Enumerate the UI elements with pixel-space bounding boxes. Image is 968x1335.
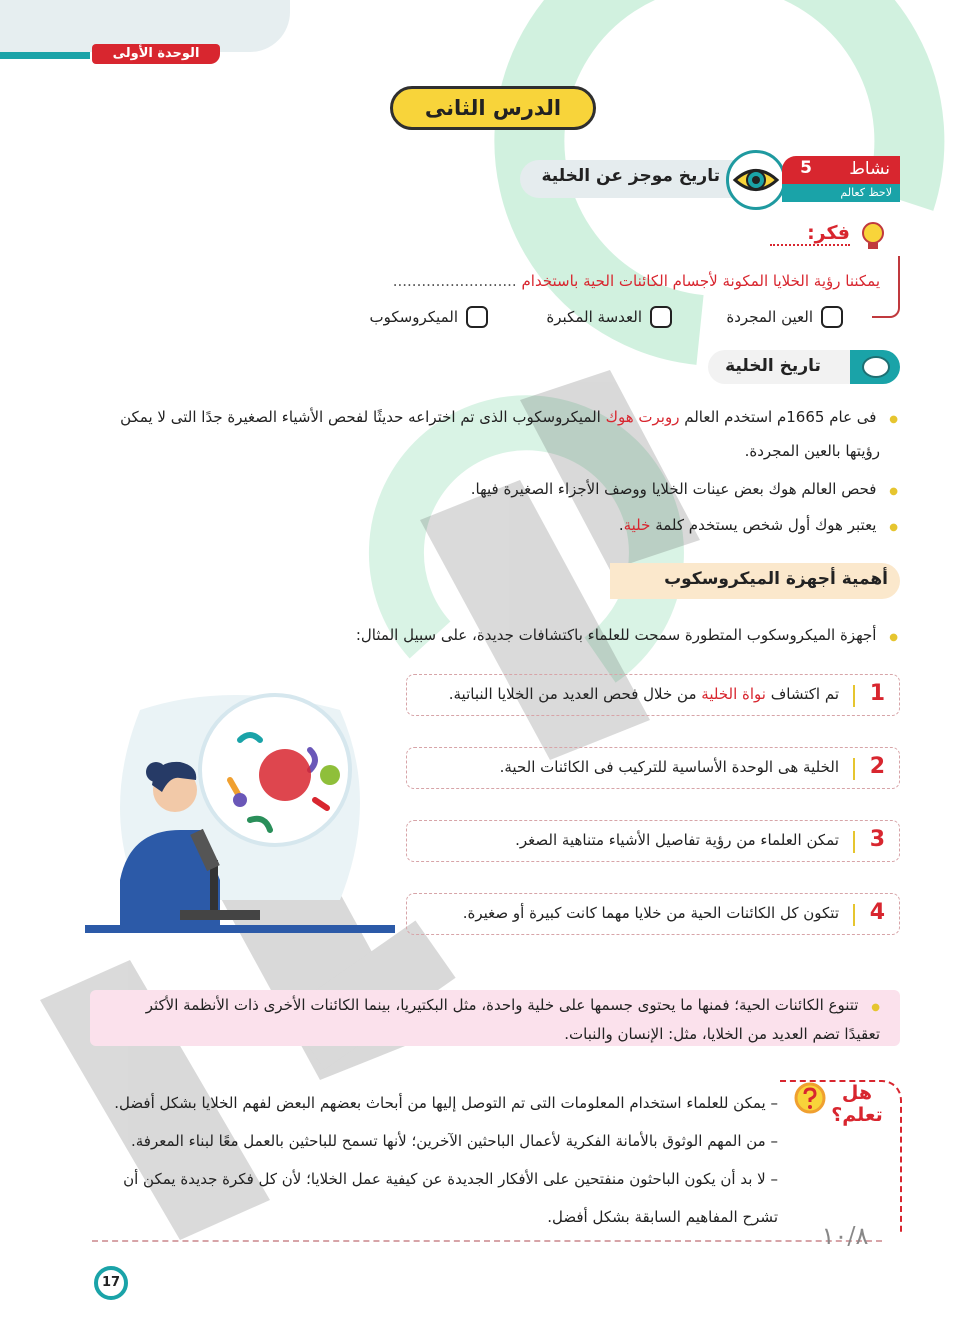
- diversity-text: ● تتنوع الكائنات الحية؛ فمنها ما يحتوى جسمها على خلية واحدة، مثل البكتيريا، بينما الكائنات الأخرى ذات الأنظمة الأكثر تعقيدًا تضم العديد من الخلايا، مثل: الإنسان والنبات.: [100, 992, 880, 1047]
- item-divider: [853, 758, 855, 780]
- scientist-name: روبرت هوك: [605, 408, 680, 426]
- item-text: تم اكتشاف نواة الخلية من خلال فحص العديد من الخلايا النباتية.: [448, 685, 839, 703]
- did-you-know-line: – لا بد أن يكون الباحثون منفتحين على الأفكار الجديدة عن كيفية عمل الخلايا؛ لأن كل فكرة جديدة يمكن أن: [123, 1170, 778, 1188]
- footer-divider: [92, 1240, 882, 1242]
- option-label: الميكروسكوب: [369, 308, 458, 326]
- unit-teal-bar: [0, 52, 90, 59]
- activity-label: نشاط: [849, 159, 890, 179]
- did-you-know-line: – من المهم الوثوق بالأمانة الفكرية لأعمال الباحثين الآخرين؛ لأنها تسمح للباحثين بالعمل معًا لبناء المعرفة.: [131, 1132, 778, 1150]
- option-microscope[interactable]: [370, 304, 488, 330]
- option-checkbox[interactable]: [466, 306, 488, 328]
- question-mark-icon: [794, 1082, 826, 1114]
- did-you-know-line: تشرح المفاهيم السابقة بشكل أفضل.: [547, 1208, 778, 1226]
- item-text: تمكن العلماء من رؤية تفاصيل الأشياء متناهية الصغر.: [515, 831, 839, 849]
- importance-item-1: [406, 674, 900, 716]
- activity-number: 5: [800, 158, 812, 178]
- item-number: 2: [869, 754, 885, 779]
- importance-intro: ● أجهزة الميكروسكوب المتطورة سمحت للعلماء باكتشافات جديدة، على سبيل المثال:: [118, 620, 898, 653]
- option-checkbox[interactable]: [650, 306, 672, 328]
- item-divider: [853, 831, 855, 853]
- history-bullet: ● فحص العالم هوك بعض عينات الخلايا ووصف الأجزاء الصغيرة فيها.: [118, 474, 898, 507]
- did-you-know-line: – يمكن للعلماء استخدام المعلومات التى تم التوصل إليها من أبحاث بعضهم البعض لفهم الخلايا بشكل أفضل.: [114, 1094, 778, 1112]
- option-label: العين المجردة: [726, 308, 813, 326]
- importance-item-3: [406, 820, 900, 862]
- eye-icon: [726, 150, 786, 210]
- importance-title: أهمية أجهزة الميكروسكوب: [664, 569, 888, 589]
- item-text: تتكون كل الكائنات الحية من خلايا مهما كانت كبيرة أو صغيرة.: [462, 904, 839, 922]
- importance-item-4: [406, 893, 900, 935]
- history-bullet: ● يعتبر هوك أول شخص يستخدم كلمة خلية.: [118, 510, 898, 543]
- item-divider: [853, 685, 855, 707]
- item-number: 3: [869, 827, 885, 852]
- item-text: الخلية هى الوحدة الأساسية للتركيب فى الكائنات الحية.: [499, 758, 839, 776]
- lesson-title: الدرس الثانى: [390, 86, 596, 130]
- did-you-know-label: هل تعلم؟: [831, 1082, 883, 1126]
- activity-sub-label: لاحظ كعالم: [782, 184, 900, 202]
- highlight-word: خلية: [623, 516, 651, 534]
- importance-item-2: [406, 747, 900, 789]
- history-title: تاريخ الخلية: [725, 356, 821, 376]
- unit-strip: [0, 44, 230, 64]
- think-label: فكر:: [770, 222, 850, 246]
- page-number: 17: [94, 1266, 128, 1300]
- option-label: العدسة المكبرة: [546, 308, 642, 326]
- answer-blank[interactable]: ..........................: [392, 272, 517, 290]
- lightbulb-icon: [860, 222, 886, 252]
- think-question: [360, 272, 880, 290]
- option-naked-eye[interactable]: [726, 304, 843, 330]
- item-divider: [853, 904, 855, 926]
- activity-badge: [782, 156, 900, 184]
- think-question-text: يمكننا رؤية الخلايا المكونة لأجسام الكائنات الحية باستخدام: [521, 272, 880, 290]
- history-bullet: ● فى عام 1665م استخدم العالم روبرت هوك الميكروسكوب الذى تم اختراعه حديثًا لفحص الأشياء الصغيرة جدًا التى لا يمكن: [118, 402, 898, 435]
- handwritten-date: ١٠/٨: [821, 1222, 869, 1250]
- scientist-microscope-illustration: [80, 680, 400, 940]
- eye-icon: [862, 356, 890, 378]
- item-number: 4: [869, 900, 885, 925]
- activity-title: تاريخ موجز عن الخلية: [541, 166, 720, 186]
- unit-label: الوحدة الأولى: [92, 44, 220, 64]
- item-number: 1: [869, 681, 885, 706]
- history-bullet-continued: رؤيتها بالعين المجردة.: [744, 442, 880, 460]
- option-magnifier[interactable]: [546, 304, 672, 330]
- option-checkbox[interactable]: [821, 306, 843, 328]
